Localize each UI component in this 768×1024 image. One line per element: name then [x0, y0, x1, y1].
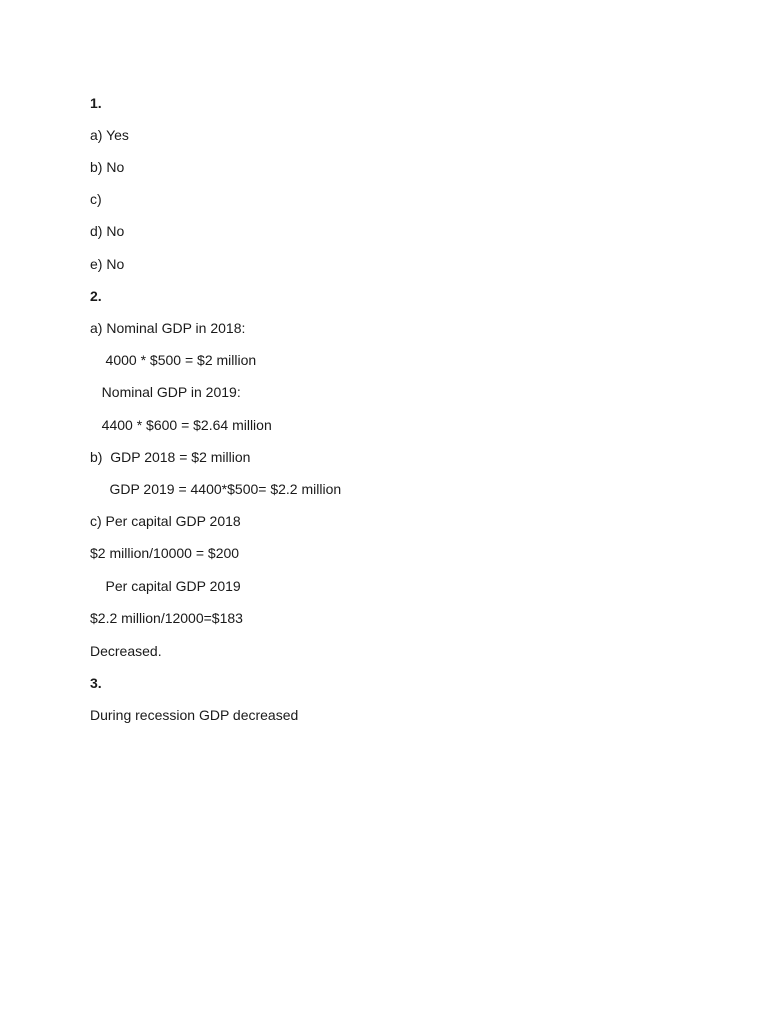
answer-2a-label: a) Nominal GDP in 2018:: [90, 320, 246, 336]
question-2-heading: 2.: [90, 288, 102, 304]
answer-1d: d) No: [90, 223, 125, 239]
answer-2c-conclusion: Decreased.: [90, 643, 162, 659]
answer-2c-label-2019: Per capital GDP 2019: [90, 578, 241, 594]
answer-1b: b) No: [90, 159, 125, 175]
question-3-heading: 3.: [90, 675, 102, 691]
answer-1a: a) Yes: [90, 127, 129, 143]
question-1-heading: 1.: [90, 95, 102, 111]
answer-1e: e) No: [90, 256, 125, 272]
answer-2a-calc-2019: 4400 * $600 = $2.64 million: [90, 417, 272, 433]
answer-2a-label-2019: Nominal GDP in 2019:: [90, 384, 241, 400]
answer-2b-2018: b) GDP 2018 = $2 million: [90, 449, 251, 465]
answer-2c-label-2018: c) Per capital GDP 2018: [90, 513, 241, 529]
answer-3: During recession GDP decreased: [90, 707, 299, 723]
answer-2c-calc-2019: $2.2 million/12000=$183: [90, 610, 243, 626]
answer-1c: c): [90, 191, 102, 207]
answer-2a-calc-2018: 4000 * $500 = $2 million: [90, 352, 257, 368]
answer-2c-calc-2018: $2 million/10000 = $200: [90, 545, 240, 561]
answer-2b-2019: GDP 2019 = 4400*$500= $2.2 million: [90, 481, 342, 497]
